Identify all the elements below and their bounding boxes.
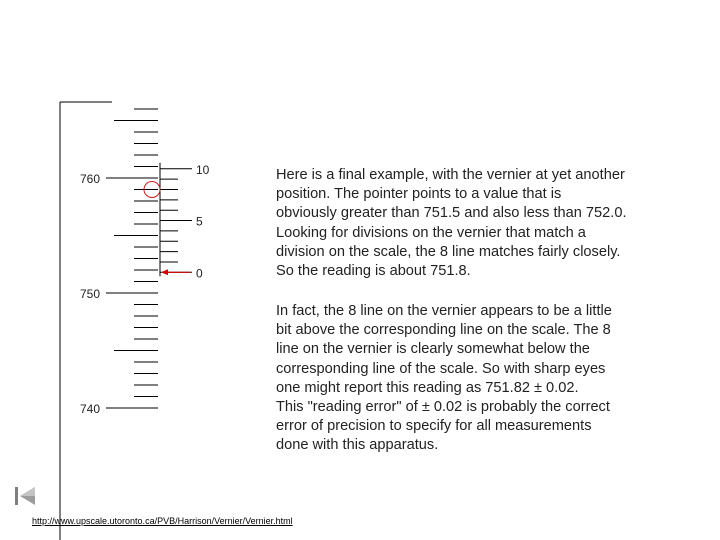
- vernier-label: 10: [196, 162, 210, 177]
- paragraph-line: division on the scale, the 8 line matches fairly closely.: [276, 243, 621, 260]
- first-slide-icon[interactable]: [14, 485, 36, 507]
- paragraph-line: obviously greater than 751.5 and also less than 752.0.: [276, 205, 627, 222]
- paragraph-line: This "reading error" of ± 0.02 is probably the correct: [276, 399, 610, 416]
- pointer: [144, 182, 190, 276]
- paragraph-line: one might report this reading as 751.82 ± 0.02.: [276, 379, 579, 396]
- scale-label: 760: [79, 172, 100, 186]
- main-scale: [60, 102, 158, 540]
- paragraph-line: Looking for divisions on the vernier that match a: [276, 224, 586, 241]
- pointer-arrowhead: [161, 269, 168, 275]
- paragraph-line: Here is a final example, with the vernier at yet another: [276, 167, 625, 183]
- paragraph-line: done with this apparatus.: [276, 437, 439, 454]
- paragraph-line: bit above the corresponding line on the scale. The 8: [276, 322, 611, 339]
- paragraph-line: position. The pointer points to a value that is: [276, 186, 562, 203]
- paragraph-line: line on the vernier is clearly somewhat below the: [276, 341, 590, 358]
- explanation-paragraph-1: [276, 166, 676, 281]
- paragraph-line: In fact, the 8 line on the vernier appears to be a little: [276, 303, 612, 319]
- paragraph-line: corresponding line of the scale. So with sharp eyes: [276, 360, 606, 377]
- paragraph-line: So the reading is about 751.8.: [276, 263, 471, 280]
- vernier-label: 5: [196, 214, 203, 229]
- source-link[interactable]: http://www.upscale.utoronto.ca/PVB/Harrison/Vernier/Vernier.html: [32, 516, 293, 526]
- scale-label: 750: [79, 287, 100, 301]
- scale-label: 740: [79, 402, 100, 416]
- explanation-paragraph-2: [276, 302, 676, 456]
- paragraph-line: error of precision to specify for all measurements: [276, 418, 592, 435]
- vernier-label: 0: [196, 266, 203, 281]
- vernier-scale: [160, 163, 210, 280]
